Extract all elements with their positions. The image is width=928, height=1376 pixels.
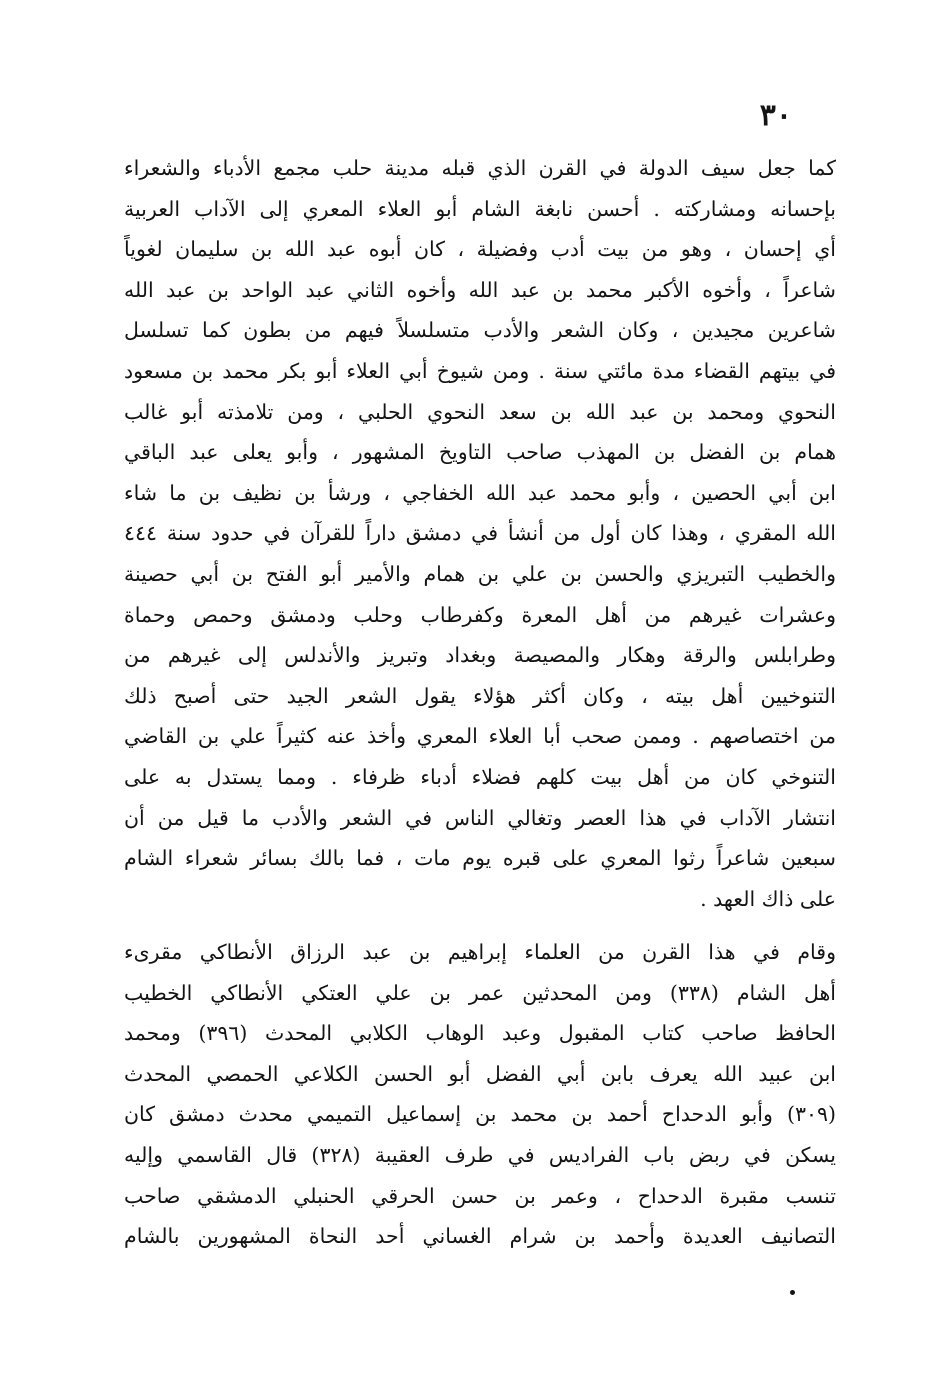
text-line: انتشار الآداب في هذا العصر وتغالي الناس في الشعر والأدب ما قيل من أن xyxy=(124,805,836,830)
text-line: في بيتهم القضاء مدة مائتي سنة . ومن شيوخ أبي العلاء أبو بكر محمد بن مسعود xyxy=(124,358,836,383)
paragraph-1 xyxy=(124,148,836,919)
text-line: تنسب مقبرة الدحداح ، وعمر بن حسن الحرقي الحنبلي الدمشقي صاحب xyxy=(124,1183,836,1208)
text-line: أهل الشام (٣٣٨) ومن المحدثين عمر بن علي العتكي الأنطاكي الخطيب xyxy=(124,980,836,1005)
text-line: الله المقري ، وهذا كان أول من أنشأ في دمشق داراً للقرآن في حدود سنة ٤٤٤ xyxy=(124,521,836,546)
text-line: سبعين شاعراً رثوا المعري على قبره يوم مات ، فما بالك بسائر شعراء الشام xyxy=(124,846,836,871)
text-line: من اختصاصهم . وممن صحب أبا العلاء المعري وأخذ عنه كثيراً علي بن القاضي xyxy=(124,724,836,749)
text-line: وقام في هذا القرن من العلماء إبراهيم بن عبد الرزاق الأنطاكي مقرىء xyxy=(124,940,836,964)
text-line: التنوخيين أهل بيته ، وكان أكثر هؤلاء يقول الشعر الجيد حتى أصبح ذلك xyxy=(124,683,836,708)
text-line: يسكن في ربض باب الفراديس في طرف العقيبة (٣٢٨) قال القاسمي وإليه xyxy=(124,1142,836,1167)
text-line: وعشرات غيرهم من أهل المعرة وكفرطاب وحلب ودمشق وحمص وحماة xyxy=(124,602,836,627)
text-line: على ذاك العهد . xyxy=(700,886,836,911)
page-number: ٣٠ xyxy=(759,98,792,133)
text-line: النحوي ومحمد بن عبد الله بن سعد النحوي الحلبي ، ومن تلامذته أبو غالب xyxy=(124,399,836,424)
text-line: والخطيب التبريزي والحسن بن علي بن همام والأمير أبو الفتح بن أبي حصينة xyxy=(124,561,836,586)
text-line: ابن أبي الحصين ، وأبو محمد عبد الله الخفاجي ، ورشأ بن نظيف بن ما شاء xyxy=(124,480,836,505)
text-line: أي إحسان ، وهو من بيت أدب وفضيلة ، كان أبوه عبد الله بن سليمان لغوياً xyxy=(124,237,836,262)
ink-dot xyxy=(790,1290,795,1295)
text-line: شاعرين مجيدين ، وكان الشعر والأدب متسلسلاً فيهم من بطون كما تسلسل xyxy=(124,318,836,343)
text-line: ابن عبيد الله يعرف بابن أبي الفضل أبو الحسن الكلاعي الحمصي المحدث xyxy=(124,1061,836,1086)
text-line: التصانيف العديدة وأحمد بن شرام الغساني أحد النحاة المشهورين بالشام xyxy=(124,1224,836,1249)
text-line: همام بن الفضل بن المهذب صاحب التاويخ المشهور ، وأبو يعلى عبد الباقي xyxy=(124,440,836,465)
text-line: بإحسانه ومشاركته . أحسن نابغة الشام أبو العلاء المعري إلى الآداب العربية xyxy=(124,196,836,221)
text-line: التنوخي كان من أهل بيت كلهم فضلاء أدباء ظرفاء . ومما يستدل به على xyxy=(124,764,836,789)
text-line: وطرابلس والرقة وهكار والمصيصة وبغداد وتبريز والأندلس إلى غيرهم من xyxy=(124,643,836,668)
text-line: الحافظ صاحب كتاب المقبول وعبد الوهاب الكلابي المحدث (٣٩٦) ومحمد xyxy=(124,1021,836,1046)
text-line: كما جعل سيف الدولة في القرن الذي قبله مدينة حلب مجمع الأدباء والشعراء xyxy=(124,156,836,180)
paragraph-2 xyxy=(124,932,836,1257)
text-line: شاعراً ، وأخوه الأكبر محمد بن عبد الله وأخوه الثاني عبد الواحد بن عبد الله xyxy=(124,277,836,302)
text-line: (٣٠٩) وأبو الدحداح أحمد بن محمد بن إسماعيل التميمي محدث دمشق كان xyxy=(124,1102,836,1127)
